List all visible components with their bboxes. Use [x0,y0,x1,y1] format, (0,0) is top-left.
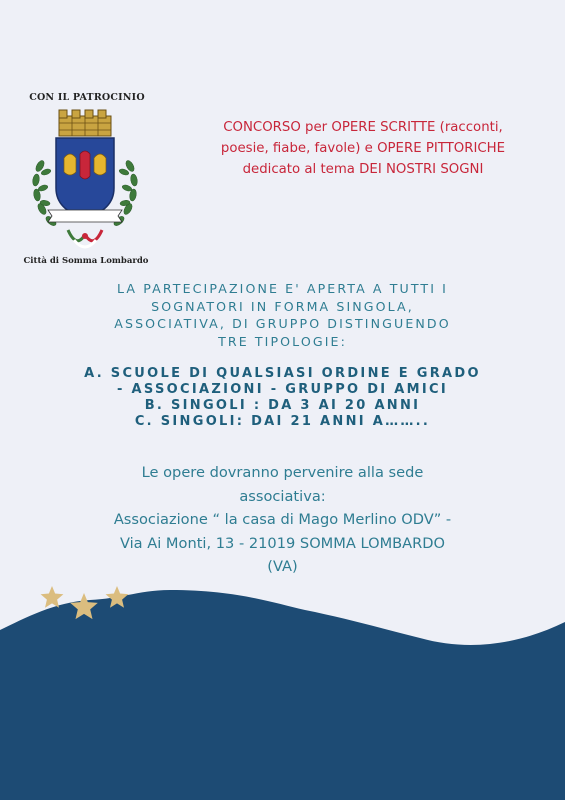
participation-line: ASSOCIATIVA, DI GRUPPO DISTINGUENDO [114,316,451,331]
categories-list [20,366,545,430]
address-line: Le opere dovranno pervenire alla sede [141,464,424,481]
category-line: C. SINGOLI: DAI 21 ANNI A…….. [134,414,431,429]
patronage-caption: CON IL PATROCINIO [29,92,145,103]
participation-text [30,280,535,350]
participation-line: SOGNATORI IN FORMA SINGOLA, [151,298,414,314]
wave-background [0,560,565,800]
coat-of-arms-icon [26,106,144,258]
contest-description [178,117,548,180]
contest-line: dedicato al tema DEI NOSTRI SOGNI [242,162,484,177]
category-line: - ASSOCIAZIONI - GRUPPO DI AMICI [117,382,448,397]
wave-shape [0,590,565,800]
participation-line: LA PARTECIPAZIONE E' APERTA A TUTTI I [117,281,448,296]
contest-line: poesie, fiabe, favole) e OPERE PITTORICHE [220,141,506,156]
category-line: A. SCUOLE DI QUALSIASI ORDINE E GRADO [84,366,481,381]
category-line: B. SINGOLI : DA 3 AI 20 ANNI [144,398,421,413]
star-icon [41,586,64,608]
address-line: associativa: [239,487,326,505]
participation-line: TRE TIPOLOGIE: [218,333,347,349]
address-line: Via Ai Monti, 13 - 21019 SOMMA LOMBARDO [119,534,446,552]
address-line: (VA) [267,558,298,575]
address-line: Associazione “ la casa di Mago Merlino ODV” - [113,511,452,528]
contest-line: CONCORSO per OPERE SCRITTE (racconti, [223,120,503,135]
city-caption: Città di Somma Lombardo [23,256,149,266]
